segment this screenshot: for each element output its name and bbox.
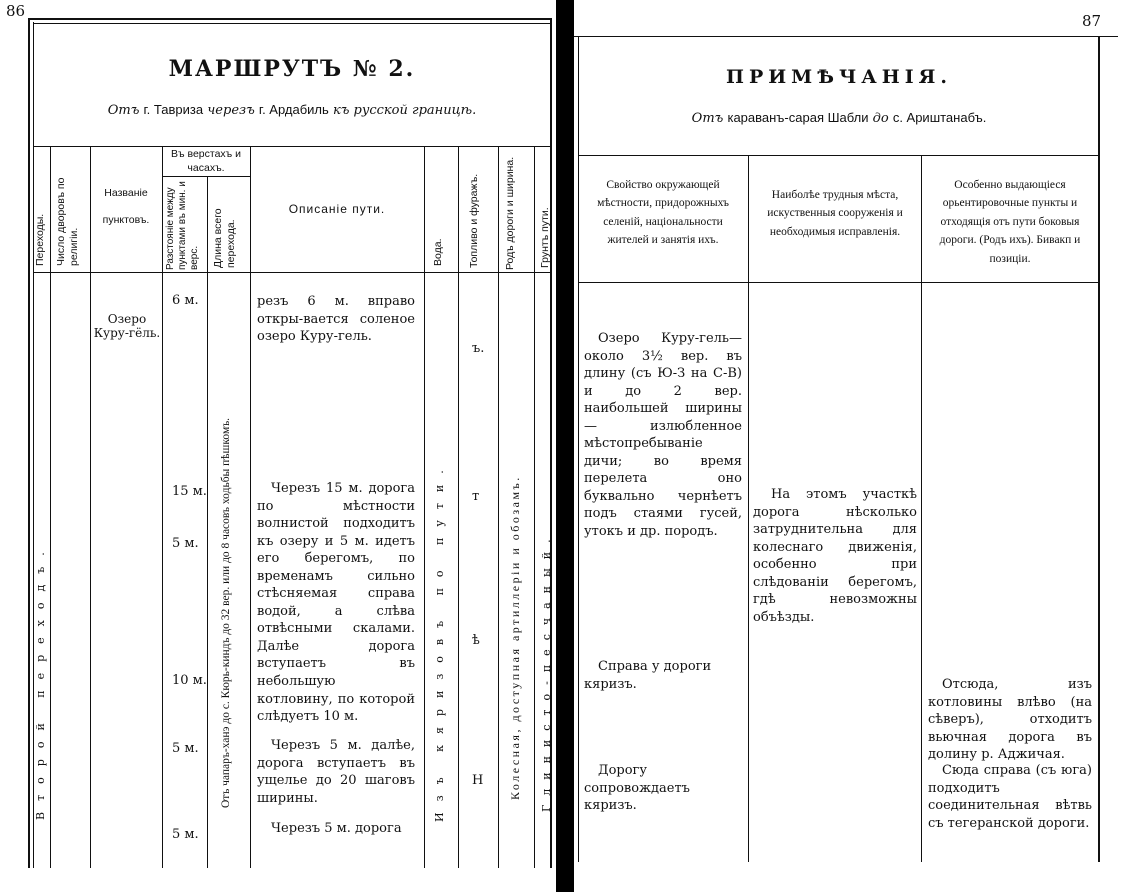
ground-text: Глинисто-песчаный. — [540, 530, 553, 812]
time-value: 5 м. — [172, 827, 199, 842]
page-number-left: 86 — [6, 2, 26, 20]
column-rule — [498, 146, 499, 868]
time-value: 15 м. — [172, 484, 207, 499]
time-value: 10 м. — [172, 673, 207, 688]
table-rule — [33, 272, 551, 273]
fuel-letter: т — [472, 489, 480, 504]
column-rule — [748, 155, 749, 862]
total-length-text: Отъ чапаръ-ханэ до с. Кюрь-киндъ до 32 вер. или до 8 часовъ ходьбы пѣшкомъ. — [220, 417, 232, 808]
table-rule — [578, 155, 1099, 156]
frame-line — [28, 18, 30, 868]
header-route-description: Описаніе пути. — [288, 202, 386, 216]
header-distance-between: Разстояніе между пунктами въ мин. и верс. — [165, 181, 200, 270]
fuel-letter: ѣ — [472, 633, 480, 648]
route-text: резъ 6 м. вправо откры-ваетcя соленое озеро Куру-гель. — [257, 294, 415, 345]
time-value: 6 м. — [172, 293, 199, 308]
header-point-name: Названіе пунктовъ. — [102, 187, 150, 227]
frame-line — [578, 36, 579, 862]
column-rule — [90, 146, 91, 868]
page-number-right: 87 — [1082, 12, 1102, 30]
time-value: 5 м. — [172, 536, 199, 551]
header-water: Вода. — [432, 238, 444, 266]
header-road-type: Родъ дороги и ширина. — [504, 156, 516, 270]
route-title: МАРШРУТЪ № 2. — [168, 56, 416, 82]
column-rule — [458, 146, 459, 868]
notes-header-3: Особенно выдающіеся орьентировочные пункты и отходящія отъ пути боковыя дороги. (Родъ ихъ). Бивакп и позиціи. — [939, 179, 1081, 265]
table-rule — [33, 146, 551, 147]
header-ground: Грунтъ пути. — [539, 207, 551, 268]
crossing-label: Второй переходъ. — [34, 541, 47, 820]
route-text: Черезъ 15 м. дорога по мѣстности волнистой подходитъ къ озеру и 5 м. идетъ его берегомъ, по временамъ сильно стѣсняемая справа водой, а слѣва отвѣсными скалами. Далѣе дорога вступаетъ въ небольшую котловину, по которой слѣдуетъ 10 м. — [257, 481, 415, 725]
route-subtitle: Отъ г. Тавриза черезъ г. Ардабиль къ русской границѣ. — [107, 102, 477, 118]
point-name: Озеро Куру-гёль. — [93, 312, 161, 341]
column-rule — [534, 146, 535, 868]
header-households: Число дворовъ по религіи. — [55, 177, 80, 266]
column-rule — [250, 146, 251, 868]
time-value: 5 м. — [172, 741, 199, 756]
column-rule — [50, 146, 51, 868]
header-crossings: Переходы. — [34, 213, 46, 266]
notes-title: ПРИМѢЧАНІЯ. — [726, 66, 952, 88]
book-gutter — [556, 0, 574, 892]
frame-line — [28, 18, 552, 20]
route-text: Черезъ 5 м. дорога — [271, 821, 402, 836]
note-paragraph: Дорогу сопровождаетъ кяризъ. — [584, 763, 690, 814]
note-paragraph: Отсюда, изъ котловины влѣво (на сѣверъ), отходитъ вьючная дорога въ долину р. Аджичая. — [928, 677, 1092, 763]
frame-line — [574, 36, 1118, 37]
fuel-letter: Н — [472, 773, 484, 788]
header-fuel: Топливо и фуражъ. — [468, 173, 480, 268]
notes-header-1: Свойство окружающей мѣстности, придорожныхъ селеній, національности жителей и занятія ихъ. — [597, 179, 729, 247]
column-rule — [162, 146, 163, 868]
water-text: Изъ кяризовъ по пути. — [433, 459, 446, 822]
frame-line — [1098, 36, 1100, 862]
notes-header-2: Наиболѣе трудныя мѣста, искуственныя сооруженія и необходимыя исправленія. — [767, 189, 903, 238]
header-total-length: Длина всего перехода. — [212, 208, 237, 268]
road-type-text: Колесная, доступная артиллеріи и обозамъ. — [508, 475, 522, 800]
note-paragraph: На этомъ участкѣ дорога нѣсколько затруднительна для колеснаго движенія, особенно при слѣдованіи берегомъ, гдѣ невозможны объѣзды. — [753, 487, 917, 625]
note-paragraph: Озеро Куру-гель— около 3½ вер. въ длину (съ Ю-З на С-В) и до 2 вер. наибольшей ширины— излюбленное мѣстопребываніе дичи; во время перелета оно буквально чернѣетъ подъ стаями гусей, утокъ и др. породъ. — [584, 331, 742, 540]
column-rule — [921, 155, 922, 862]
column-rule — [207, 176, 208, 868]
frame-line — [33, 23, 552, 24]
route-text: Черезъ 5 м. далѣе, дорога вступаетъ въ ущелье до 20 шаговъ ширины. — [257, 738, 415, 806]
fuel-letter: ъ. — [472, 341, 485, 356]
header-versts-group: Въ верстахъ и часахъ. — [171, 148, 241, 174]
notes-subtitle: Отъ караванъ-сарая Шабли до с. Ариштанабъ. — [691, 110, 987, 126]
note-paragraph: Справа у дороги кяризъ. — [584, 659, 712, 692]
note-paragraph: Сюда справа (съ юга) подходитъ соединительная вѣтвь съ тегеранской дороги. — [928, 763, 1092, 831]
table-rule — [578, 282, 1099, 283]
column-rule — [424, 146, 425, 868]
